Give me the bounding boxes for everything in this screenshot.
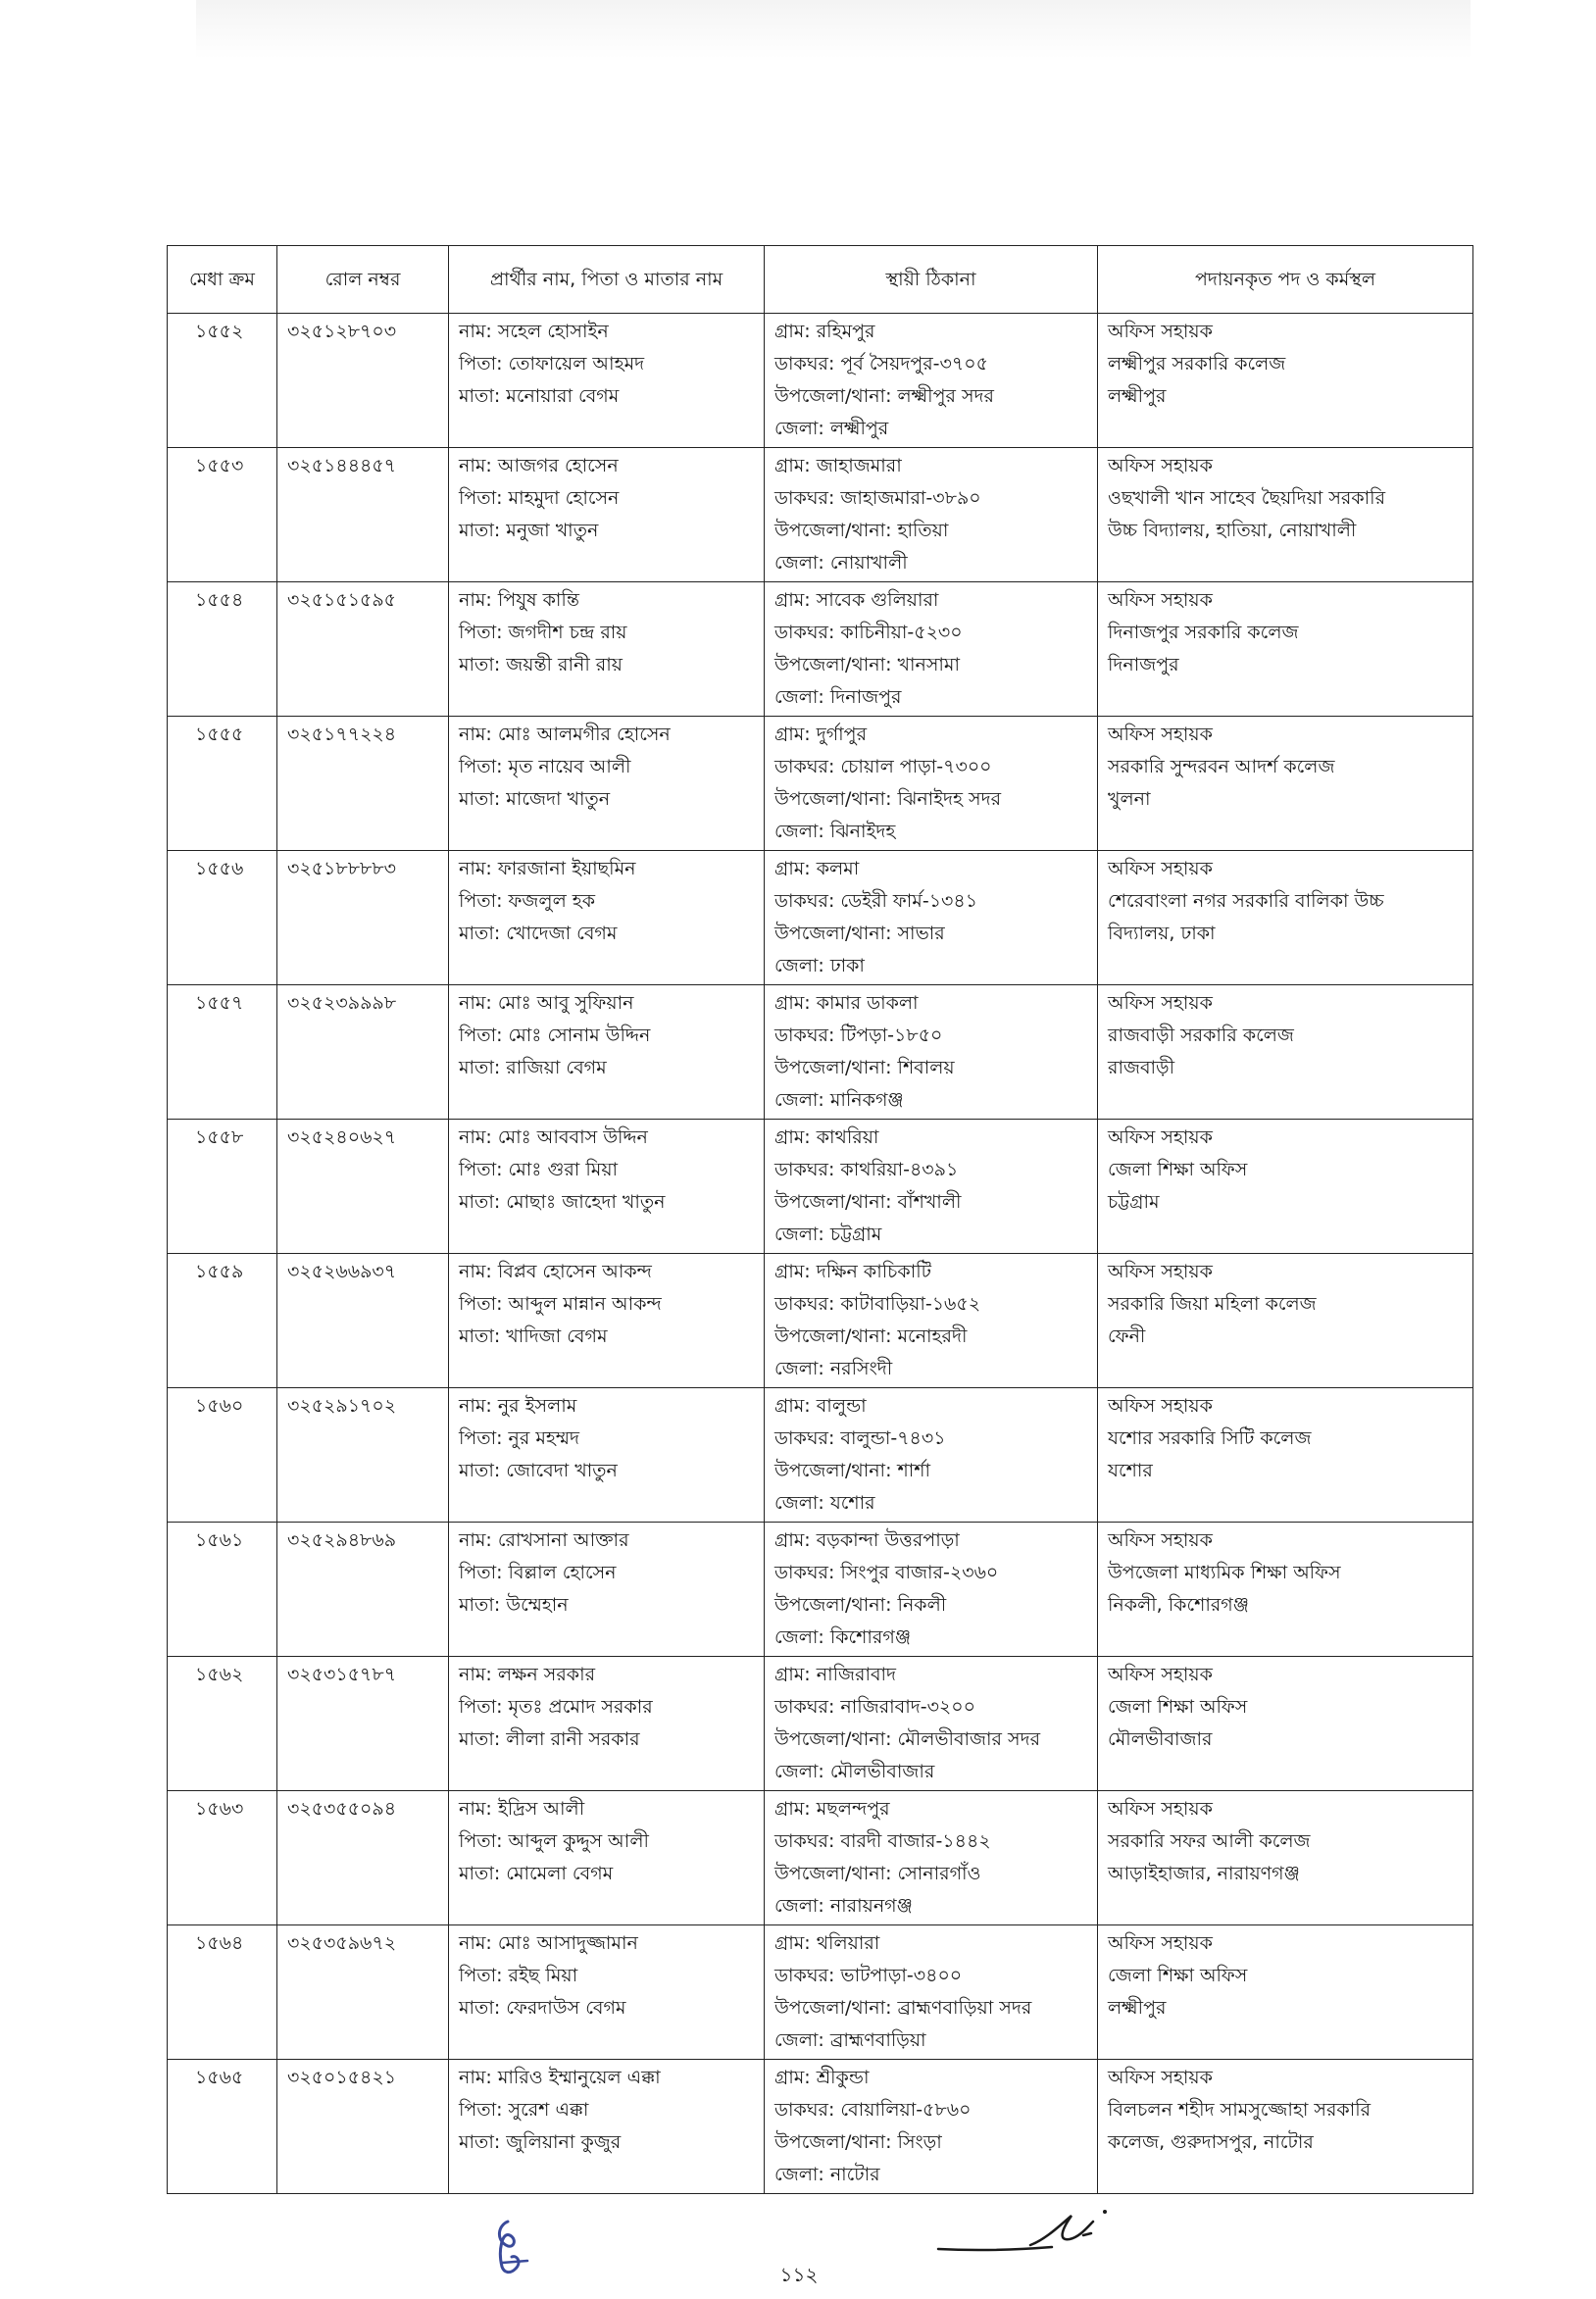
candidate-name: নাম: ইদ্রিস আলী [459, 1798, 585, 1820]
faint-bleed-through [196, 0, 1471, 59]
workplace-line-1: লক্ষ্মীপুর সরকারি কলেজ [1108, 353, 1286, 375]
table-row [168, 1254, 1473, 1388]
post-title: অফিস সহায়ক [1108, 589, 1213, 611]
post-title: অফিস সহায়ক [1108, 1664, 1213, 1685]
roll-number: ৩২৫১৭৭২২৪ [287, 724, 397, 745]
candidate-name: নাম: লক্ষন সরকার [459, 1664, 596, 1685]
signature-initial-icon [488, 2218, 533, 2282]
father-name: পিতা: রইছ মিয়া [459, 1965, 578, 1986]
candidate-name: নাম: মোঃ আলমগীর হোসেন [459, 724, 671, 745]
roll-cell [277, 717, 449, 851]
father-name: পিতা: মোঃ সোনাম উদ্দিন [459, 1025, 651, 1046]
candidate-cell [449, 1254, 765, 1388]
father-name: পিতা: মোঃ গুরা মিয়া [459, 1159, 619, 1180]
candidate-cell [449, 851, 765, 985]
address-village: গ্রাম: কামার ডাকলা [774, 992, 919, 1014]
address-district: জেলা: নরসিংদী [774, 1358, 893, 1379]
mother-name: মাতা: খাদিজা বেগম [459, 1325, 608, 1347]
header-candidate: প্রার্থীর নাম, পিতা ও মাতার নাম [449, 246, 765, 314]
address-cell [765, 2060, 1098, 2194]
address-cell [765, 1925, 1098, 2060]
merit-cell [168, 314, 277, 448]
post-cell [1098, 582, 1473, 717]
header-merit: মেধা ক্রম [168, 246, 277, 314]
merit-cell [168, 851, 277, 985]
workplace-line-2: লক্ষ্মীপুর [1108, 1997, 1167, 2019]
table-row [168, 582, 1473, 717]
address-cell [765, 717, 1098, 851]
post-cell [1098, 985, 1473, 1120]
post-cell [1098, 448, 1473, 582]
mother-name: মাতা: মোছাঃ জাহেদা খাতুন [459, 1191, 666, 1213]
post-cell [1098, 1925, 1473, 2060]
address-post-office: ডাকঘর: সিংপুর বাজার-২৩৬০ [774, 1562, 999, 1583]
father-name: পিতা: মৃতঃ প্রমোদ সরকার [459, 1696, 653, 1718]
workplace-line-2: খুলনা [1108, 788, 1151, 810]
address-upazila: উপজেলা/থানা: বাঁশখালী [774, 1191, 962, 1213]
address-district: জেলা: মৌলভীবাজার [774, 1761, 935, 1782]
address-village: গ্রাম: থলিয়ারা [774, 1932, 880, 1954]
roll-cell [277, 2060, 449, 2194]
roll-cell [277, 1120, 449, 1254]
father-name: পিতা: জগদীশ চন্দ্র রায় [459, 622, 627, 643]
address-upazila: উপজেলা/থানা: সাভার [774, 923, 945, 944]
workplace-line-1: সরকারি সফর আলী কলেজ [1108, 1830, 1311, 1852]
table-row [168, 314, 1473, 448]
father-name: পিতা: আব্দুল মান্নান আকন্দ [459, 1293, 662, 1315]
address-post-office: ডাকঘর: ডেইরী ফার্ম-১৩৪১ [774, 890, 978, 912]
post-cell [1098, 314, 1473, 448]
workplace-line-1: বিলচলন শহীদ সামসুজ্জোহা সরকারি [1108, 2099, 1372, 2121]
candidate-cell [449, 1120, 765, 1254]
address-cell [765, 851, 1098, 985]
merit-number: ১৫৫৬ [195, 858, 244, 879]
post-cell [1098, 1120, 1473, 1254]
father-name: পিতা: সুরেশ এক্কা [459, 2099, 589, 2121]
header-address: স্থায়ী ঠিকানা [765, 246, 1098, 314]
roll-number: ৩২৫২৯১৭০২ [287, 1395, 397, 1417]
post-title: অফিস সহায়ক [1108, 321, 1213, 342]
mother-name: মাতা: জোবেদা খাতুন [459, 1460, 618, 1481]
address-village: গ্রাম: মছলন্দপুর [774, 1798, 890, 1820]
candidate-cell [449, 448, 765, 582]
merit-number: ১৫৫৪ [195, 589, 244, 611]
candidate-name: নাম: মোঃ আবু সুফিয়ান [459, 992, 634, 1014]
merit-cell [168, 1657, 277, 1791]
post-title: অফিস সহায়ক [1108, 992, 1213, 1014]
page-number: ১১২ [779, 2263, 819, 2286]
address-post-office: ডাকঘর: বারদী বাজার-১৪৪২ [774, 1830, 991, 1852]
address-village: গ্রাম: নাজিরাবাদ [774, 1664, 897, 1685]
candidate-name: নাম: মারিও ইম্মানুয়েল এক্কা [459, 2067, 661, 2088]
candidate-cell [449, 1657, 765, 1791]
address-district: জেলা: লক্ষ্মীপুর [774, 418, 889, 439]
candidate-cell [449, 1388, 765, 1523]
workplace-line-2: বিদ্যালয়, ঢাকা [1108, 923, 1216, 944]
address-cell [765, 448, 1098, 582]
workplace-line-1: জেলা শিক্ষা অফিস [1108, 1965, 1248, 1986]
address-village: গ্রাম: কাথরিয়া [774, 1126, 879, 1148]
merit-list-table [167, 245, 1473, 2194]
address-district: জেলা: নাটোর [774, 2164, 880, 2185]
workplace-line-1: জেলা শিক্ষা অফিস [1108, 1696, 1248, 1718]
address-upazila: উপজেলা/থানা: শিবালয় [774, 1057, 955, 1078]
workplace-line-1: রাজবাড়ী সরকারি কলেজ [1108, 1025, 1294, 1046]
roll-number: ৩২৫১২৮৭০৩ [287, 321, 397, 342]
workplace-line-2: উচ্চ বিদ্যালয়, হাতিয়া, নোয়াখালী [1108, 520, 1357, 541]
roll-cell [277, 582, 449, 717]
address-upazila: উপজেলা/থানা: সিংড়া [774, 2131, 942, 2153]
table-row [168, 985, 1473, 1120]
address-upazila: উপজেলা/থানা: লক্ষ্মীপুর সদর [774, 385, 994, 407]
candidate-name: নাম: ফারজানা ইয়াছমিন [459, 858, 636, 879]
table-row [168, 1523, 1473, 1657]
address-district: জেলা: চট্টগ্রাম [774, 1224, 882, 1245]
merit-number: ১৫৫৮ [195, 1126, 244, 1148]
post-title: অফিস সহায়ক [1108, 858, 1213, 879]
roll-number: ৩২৫২৬৬৯৩৭ [287, 1261, 397, 1282]
mother-name: মাতা: মোমেলা বেগম [459, 1863, 614, 1884]
address-village: গ্রাম: বড়কান্দা উত্তরপাড়া [774, 1529, 960, 1551]
candidate-name: নাম: মোঃ আসাদুজ্জামান [459, 1932, 638, 1954]
candidate-name: নাম: মোঃ আববাস উদ্দিন [459, 1126, 648, 1148]
address-upazila: উপজেলা/থানা: মৌলভীবাজার সদর [774, 1728, 1041, 1750]
roll-cell [277, 1657, 449, 1791]
address-upazila: উপজেলা/থানা: খানসামা [774, 654, 960, 675]
roll-number: ৩২৫৩৫৫০৯৪ [287, 1798, 397, 1820]
table-row [168, 1925, 1473, 2060]
address-cell [765, 314, 1098, 448]
address-post-office: ডাকঘর: বোয়ালিয়া-৫৮৬০ [774, 2099, 972, 2121]
post-title: অফিস সহায়ক [1108, 724, 1213, 745]
table-row [168, 448, 1473, 582]
roll-number: ৩২৫২৯৪৮৬৯ [287, 1529, 397, 1551]
workplace-line-1: শেরেবাংলা নগর সরকারি বালিকা উচ্চ [1108, 890, 1384, 912]
candidate-cell [449, 717, 765, 851]
address-district: জেলা: নারায়নগঞ্জ [774, 1895, 913, 1917]
workplace-line-2: লক্ষ্মীপুর [1108, 385, 1167, 407]
roll-number: ৩২৫২৪০৬২৭ [287, 1126, 397, 1148]
post-title: অফিস সহায়ক [1108, 2067, 1213, 2088]
mother-name: মাতা: মাজেদা খাতুন [459, 788, 611, 810]
roll-number: ৩২৫১৪৪৪৫৭ [287, 455, 397, 476]
post-cell [1098, 1523, 1473, 1657]
address-district: জেলা: মানিকগঞ্জ [774, 1089, 904, 1111]
post-title: অফিস সহায়ক [1108, 1126, 1213, 1148]
post-cell [1098, 1254, 1473, 1388]
candidate-name: নাম: নুর ইসলাম [459, 1395, 577, 1417]
address-village: গ্রাম: বালুন্ডা [774, 1395, 867, 1417]
merit-cell [168, 985, 277, 1120]
address-post-office: ডাকঘর: চোয়াল পাড়া-৭৩০০ [774, 756, 992, 777]
candidate-cell [449, 582, 765, 717]
address-district: জেলা: ঝিনাইদহ [774, 821, 896, 842]
table-row [168, 2060, 1473, 2194]
post-cell [1098, 851, 1473, 985]
roll-number: ৩২৫১৫১৫৯৫ [287, 589, 397, 611]
address-post-office: ডাকঘর: ভাটপাড়া-৩৪০০ [774, 1965, 963, 1986]
father-name: পিতা: তোফায়েল আহমদ [459, 353, 645, 375]
workplace-line-2: দিনাজপুর [1108, 654, 1179, 675]
roll-cell [277, 1791, 449, 1925]
signature-right-icon [936, 2206, 1162, 2269]
table-row [168, 1388, 1473, 1523]
merit-number: ১৫৫৭ [195, 992, 244, 1014]
address-village: গ্রাম: কলমা [774, 858, 860, 879]
workplace-line-1: সরকারি জিয়া মহিলা কলেজ [1108, 1293, 1317, 1315]
table-row [168, 1657, 1473, 1791]
post-title: অফিস সহায়ক [1108, 1798, 1213, 1820]
address-post-office: ডাকঘর: পূর্ব সৈয়দপুর-৩৭০৫ [774, 353, 988, 375]
merit-number: ১৫৬৩ [195, 1798, 244, 1820]
post-title: অফিস সহায়ক [1108, 455, 1213, 476]
father-name: পিতা: আব্দুল কুদ্দুস আলী [459, 1830, 649, 1852]
merit-cell [168, 1254, 277, 1388]
candidate-cell [449, 1523, 765, 1657]
address-post-office: ডাকঘর: কাটাবাড়িয়া-১৬৫২ [774, 1293, 981, 1315]
address-post-office: ডাকঘর: নাজিরাবাদ-৩২০০ [774, 1696, 975, 1718]
address-post-office: ডাকঘর: বালুন্ডা-৭৪৩১ [774, 1427, 946, 1449]
merit-cell [168, 448, 277, 582]
table-row [168, 717, 1473, 851]
address-village: গ্রাম: দুর্গাপুর [774, 724, 868, 745]
merit-number: ১৫৫২ [195, 321, 244, 342]
merit-number: ১৫৫৩ [195, 455, 244, 476]
post-title: অফিস সহায়ক [1108, 1932, 1213, 1954]
father-name: পিতা: বিল্লাল হোসেন [459, 1562, 617, 1583]
roll-number: ৩২৫০১৫৪২১ [287, 2067, 397, 2088]
roll-cell [277, 1254, 449, 1388]
father-name: পিতা: মৃত নায়েব আলী [459, 756, 631, 777]
header-post: পদায়নকৃত পদ ও কর্মস্থল [1098, 246, 1473, 314]
candidate-cell [449, 985, 765, 1120]
roll-number: ৩২৫৩৫৯৬৭২ [287, 1932, 397, 1954]
roll-cell [277, 851, 449, 985]
candidate-cell [449, 1925, 765, 2060]
address-cell [765, 985, 1098, 1120]
workplace-line-1: উপজেলা মাধ্যমিক শিক্ষা অফিস [1108, 1562, 1341, 1583]
workplace-line-1: দিনাজপুর সরকারি কলেজ [1108, 622, 1299, 643]
workplace-line-2: ফেনী [1108, 1325, 1146, 1347]
table-row [168, 851, 1473, 985]
address-cell [765, 1388, 1098, 1523]
candidate-name: নাম: আজগর হোসেন [459, 455, 619, 476]
roll-number: ৩২৫৩১৫৭৮৭ [287, 1664, 397, 1685]
workplace-line-1: ওছখালী খান সাহেব ছৈয়দিয়া সরকারি [1108, 487, 1386, 509]
merit-cell [168, 1523, 277, 1657]
merit-cell [168, 717, 277, 851]
merit-number: ১৫৬৫ [195, 2067, 244, 2088]
address-cell [765, 1657, 1098, 1791]
merit-cell [168, 2060, 277, 2194]
address-upazila: উপজেলা/থানা: শার্শা [774, 1460, 931, 1481]
address-village: গ্রাম: দক্ষিন কাচিকাটি [774, 1261, 932, 1282]
address-district: জেলা: ব্রাহ্মণবাড়িয়া [774, 2029, 926, 2051]
mother-name: মাতা: জয়ন্তী রানী রায় [459, 654, 623, 675]
mother-name: মাতা: উম্মেহান [459, 1594, 569, 1616]
father-name: পিতা: ফজলুল হক [459, 890, 596, 912]
merit-number: ১৫৬১ [195, 1529, 244, 1551]
mother-name: মাতা: ফেরদাউস বেগম [459, 1997, 626, 2019]
address-cell [765, 582, 1098, 717]
merit-number: ১৫৫৯ [195, 1261, 244, 1282]
merit-number: ১৫৬২ [195, 1664, 244, 1685]
post-cell [1098, 1388, 1473, 1523]
merit-cell [168, 1791, 277, 1925]
address-post-office: ডাকঘর: জাহাজমারা-৩৮৯০ [774, 487, 981, 509]
merit-number: ১৫৫৫ [195, 724, 244, 745]
address-upazila: উপজেলা/থানা: নিকলী [774, 1594, 947, 1616]
candidate-name: নাম: সহেল হোসাইন [459, 321, 609, 342]
workplace-line-2: মৌলভীবাজার [1108, 1728, 1213, 1750]
address-village: গ্রাম: সাবেক গুলিয়ারা [774, 589, 939, 611]
roll-cell [277, 1925, 449, 2060]
mother-name: মাতা: মনুজা খাতুন [459, 520, 599, 541]
roll-cell [277, 1523, 449, 1657]
address-post-office: ডাকঘর: কাচিনীয়া-৫২৩০ [774, 622, 963, 643]
candidate-name: নাম: রোখসানা আক্তার [459, 1529, 629, 1551]
workplace-line-1: জেলা শিক্ষা অফিস [1108, 1159, 1248, 1180]
workplace-line-2: যশোর [1108, 1460, 1153, 1481]
mother-name: মাতা: রাজিয়া বেগম [459, 1057, 607, 1078]
workplace-line-1: যশোর সরকারি সিটি কলেজ [1108, 1427, 1312, 1449]
post-title: অফিস সহায়ক [1108, 1261, 1213, 1282]
mother-name: মাতা: জুলিয়ানা কুজুর [459, 2131, 622, 2153]
father-name: পিতা: মাহমুদা হোসেন [459, 487, 620, 509]
address-cell [765, 1120, 1098, 1254]
table-row [168, 1791, 1473, 1925]
address-district: জেলা: কিশোরগঞ্জ [774, 1626, 912, 1648]
workplace-line-2: রাজবাড়ী [1108, 1057, 1175, 1078]
post-title: অফিস সহায়ক [1108, 1529, 1213, 1551]
candidate-cell [449, 314, 765, 448]
roll-cell [277, 314, 449, 448]
merit-number: ১৫৬০ [195, 1395, 244, 1417]
workplace-line-2: নিকলী, কিশোরগঞ্জ [1108, 1594, 1249, 1616]
mother-name: মাতা: মনোয়ারা বেগম [459, 385, 620, 407]
candidate-name: নাম: বিপ্লব হোসেন আকন্দ [459, 1261, 652, 1282]
roll-number: ৩২৫১৮৮৮৮৩ [287, 858, 397, 879]
address-upazila: উপজেলা/থানা: ঝিনাইদহ সদর [774, 788, 1002, 810]
address-district: জেলা: ঢাকা [774, 955, 865, 976]
address-cell [765, 1791, 1098, 1925]
roll-cell [277, 448, 449, 582]
address-upazila: উপজেলা/থানা: হাতিয়া [774, 520, 949, 541]
post-cell [1098, 1791, 1473, 1925]
table-row [168, 1120, 1473, 1254]
address-post-office: ডাকঘর: টিপড়া-১৮৫০ [774, 1025, 943, 1046]
post-cell [1098, 717, 1473, 851]
roll-cell [277, 1388, 449, 1523]
address-upazila: উপজেলা/থানা: মনোহরদী [774, 1325, 968, 1347]
mother-name: মাতা: লীলা রানী সরকার [459, 1728, 640, 1750]
address-village: গ্রাম: জাহাজমারা [774, 455, 902, 476]
address-post-office: ডাকঘর: কাথরিয়া-৪৩৯১ [774, 1159, 959, 1180]
father-name: পিতা: নুর মহম্মদ [459, 1427, 579, 1449]
merit-cell [168, 1925, 277, 2060]
workplace-line-2: চট্টগ্রাম [1108, 1191, 1160, 1213]
merit-cell [168, 582, 277, 717]
workplace-line-2: আড়াইহাজার, নারায়ণগঞ্জ [1108, 1863, 1300, 1884]
post-title: অফিস সহায়ক [1108, 1395, 1213, 1417]
merit-cell [168, 1388, 277, 1523]
mother-name: মাতা: খোদেজা বেগম [459, 923, 618, 944]
address-cell [765, 1254, 1098, 1388]
candidate-cell [449, 2060, 765, 2194]
workplace-line-1: সরকারি সুন্দরবন আদর্শ কলেজ [1108, 756, 1335, 777]
post-cell [1098, 2060, 1473, 2194]
candidate-cell [449, 1791, 765, 1925]
post-cell [1098, 1657, 1473, 1791]
merit-number: ১৫৬৪ [195, 1932, 244, 1954]
address-village: গ্রাম: শ্রীকুন্ডা [774, 2067, 870, 2088]
address-district: জেলা: দিনাজপুর [774, 686, 902, 708]
roll-number: ৩২৫২৩৯৯৯৮ [287, 992, 397, 1014]
table-header-row [168, 246, 1473, 314]
header-roll: রোল নম্বর [277, 246, 449, 314]
address-upazila: উপজেলা/থানা: ব্রাহ্মণবাড়িয়া সদর [774, 1997, 1032, 2019]
address-cell [765, 1523, 1098, 1657]
roll-cell [277, 985, 449, 1120]
address-village: গ্রাম: রহিমপুর [774, 321, 875, 342]
workplace-line-2: কলেজ, গুরুদাসপুর, নাটোর [1108, 2131, 1314, 2153]
address-upazila: উপজেলা/থানা: সোনারগাঁও [774, 1863, 981, 1884]
merit-cell [168, 1120, 277, 1254]
address-district: জেলা: যশোর [774, 1492, 875, 1514]
address-district: জেলা: নোয়াখালী [774, 552, 908, 574]
candidate-name: নাম: পিযুষ কান্তি [459, 589, 579, 611]
